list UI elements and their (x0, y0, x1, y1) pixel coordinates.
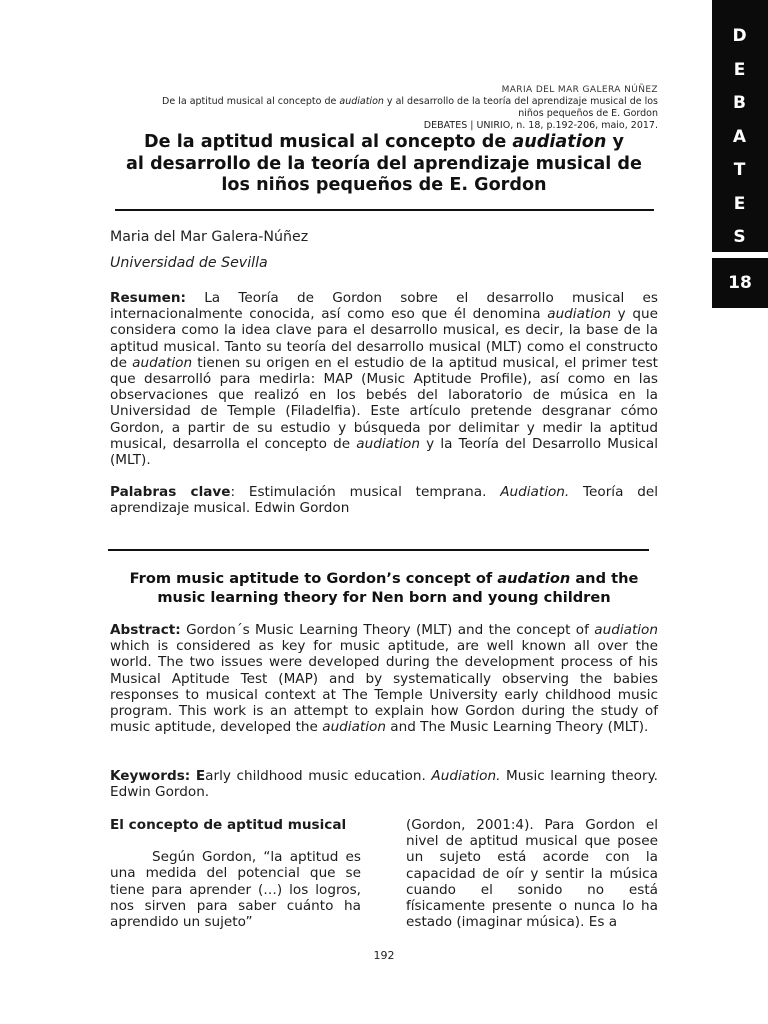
resumen-text: La Teoría de Gordon sobre el desarrollo musical es internacionalmente conocida, así como eso que él denomina (110, 290, 658, 323)
palabras-clave-paragraph (110, 484, 658, 516)
english-title (100, 570, 668, 607)
journal-side-tab (712, 0, 768, 252)
article-title-line2: al desarrollo de la teoría del aprendizaje musical de (126, 153, 642, 174)
english-title-line2: music learning theory for Nen born and young children (157, 588, 611, 606)
running-header-author: MARIA DEL MAR GALERA NÚÑEZ (501, 85, 658, 95)
abstract-emphasis: audiation (594, 622, 658, 638)
issue-number-tab (712, 258, 768, 308)
title-text: y (606, 132, 624, 152)
running-header-title-line2: niños pequeños de E. Gordon (518, 108, 658, 119)
keywords-paragraph (110, 768, 658, 800)
english-title-text: and the (570, 570, 639, 587)
author-name: Maria del Mar Galera-Núñez (110, 229, 309, 245)
resumen-text: y la Teoría del Desarrollo Musical (MLT). (110, 435, 658, 469)
english-title-emphasis: audation (497, 570, 571, 587)
author-affiliation: Universidad de Sevilla (110, 255, 268, 271)
english-title-text: From music aptitude to Gordon’s concept of (129, 570, 498, 587)
title-divider (115, 209, 654, 211)
english-title-line1 (100, 570, 668, 589)
abstract-text: and The Music Learning Theory (MLT). (385, 719, 649, 736)
resumen-emphasis: audation (132, 354, 193, 371)
keywords-initial: E (195, 768, 206, 784)
resumen-text: tienen su origen en el estudio de la aptitud musical, el primer test que desarrolló para medirla: MAP (Music Aptitude Profile), así como en las observaciones que realizó en los bebés del laboratorio de música en la Universidad de Temple (Filadelfia). Este artículo pretende desgranar cómo Gordon, a partir de su estudio y búsqueda por delimitar y medir la aptitud musical, desarrolla el concepto de (110, 354, 658, 452)
right-column-paragraph: (Gordon, 2001:4). Para Gordon el nivel de aptitud musical que posee un sujeto está acorde con la capacidad de oír y sentir la música cuando el sonido no está físicamente presente o nunca lo ha estado (imaginar música). Es a (406, 817, 658, 931)
keywords-emphasis: Audiation. (431, 768, 501, 784)
resumen-emphasis: audiation (547, 306, 611, 323)
keywords-label: Keywords: (110, 768, 191, 784)
left-column-paragraph: Según Gordon, “la aptitud es una medida del potencial que se tiene para aprender (…) los logros, nos sirven para saber cuánto ha aprendido un sujeto” (110, 849, 361, 931)
keywords-text: Music learning theory. Edwin Gordon. (110, 768, 658, 801)
running-header-text: De la aptitud musical al concepto de (162, 96, 340, 107)
left-column (110, 817, 361, 930)
palabras-clave-label: Palabras clave (110, 484, 231, 500)
palabras-clave-text: Teoría del aprendizaje musical. Edwin Gordon (110, 484, 658, 517)
abstract-text: which is considered as key for music aptitude, are well known all over the world. The two issues were developed during the development process of his Musical Aptitude Test (MAP) and by systematically observing the babies responses to musical context at The Temple University early childhood music program. This work is an attempt to explain how Gordon during the study of music aptitude, developed the (110, 638, 658, 736)
side-tab-letter: T (733, 160, 747, 180)
side-tab-letter: S (733, 227, 747, 247)
abstract-emphasis: audiation (322, 719, 386, 736)
resumen-emphasis: audiation (356, 435, 420, 452)
article-title-line3: los niños pequeños de E. Gordon (221, 175, 547, 195)
side-tab-letter: E (733, 59, 747, 80)
resumen-text: y que considera como la idea clave para el desarrollo musical, es decir, la base de la aptitud musical. Tanto su teoría del desarrollo musical (MLT) como el constructo de (110, 306, 658, 371)
page-number: 192 (373, 949, 395, 962)
title-emphasis: audiation (512, 132, 607, 152)
resumen-label: Resumen: (110, 290, 186, 306)
resumen-paragraph (110, 290, 658, 468)
side-tab-letter: A (732, 126, 748, 147)
section-divider (108, 549, 649, 551)
side-tab-letter: B (733, 93, 747, 113)
abstract-text: Gordon´s Music Learning Theory (MLT) and the concept of (180, 622, 595, 638)
running-header-title-line1 (100, 96, 658, 108)
issue-number: 18 (728, 273, 752, 293)
palabras-clave-emphasis: Audiation. (500, 484, 570, 500)
palabras-clave-text: : Estimulación musical temprana. (230, 484, 501, 500)
running-header (100, 84, 658, 132)
right-column (406, 817, 658, 930)
title-text: De la aptitud musical al concepto de (144, 132, 513, 152)
section-heading: El concepto de aptitud musical (110, 817, 347, 833)
abstract-label: Abstract: (110, 622, 181, 638)
side-tab-letter: D (732, 26, 748, 46)
running-header-text: y al desarrollo de la teoría del aprendizaje musical de los (383, 96, 658, 107)
keywords-text: arly childhood music education. (205, 768, 432, 784)
running-header-emphasis: audiation (339, 96, 384, 107)
article-title (100, 132, 668, 197)
abstract-paragraph (110, 622, 658, 735)
side-tab-letter: E (733, 193, 747, 214)
running-header-citation: DEBATES | UNIRIO, n. 18, p.192-206, maio, 2017. (423, 120, 658, 131)
article-title-line1 (100, 132, 668, 154)
